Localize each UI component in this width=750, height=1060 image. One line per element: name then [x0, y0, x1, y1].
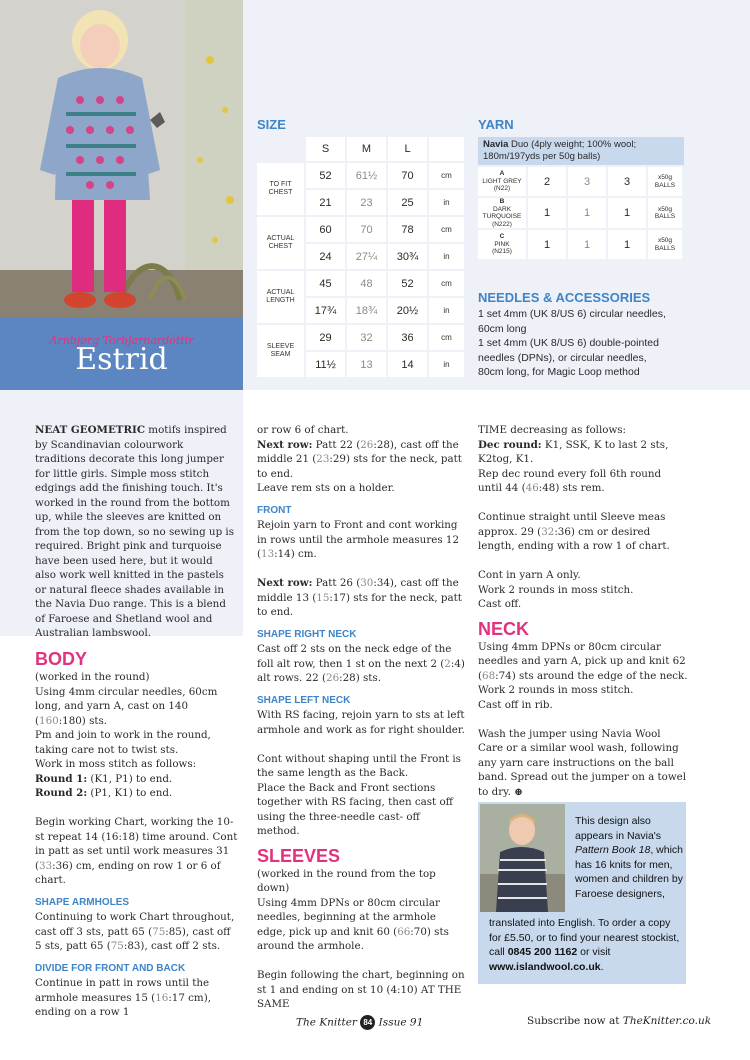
size-table — [255, 135, 466, 379]
promo-text-continued: translated into English. To order a copy for £5.50, or to find your nearest stockist, call 0845 200 1162 or visit www.islandwool.co.uk. — [489, 917, 680, 973]
size-value: 52 — [306, 163, 345, 188]
shape-armholes-heading: SHAPE ARMHOLES — [35, 896, 130, 908]
neck-p3: Cast off in rib. — [478, 698, 553, 711]
col3-p5: Work 2 rounds in moss stitch. — [478, 583, 634, 596]
footer-magazine — [296, 1015, 423, 1030]
main-photo — [0, 0, 243, 318]
yarn-qty: 3 — [608, 167, 646, 196]
size-value: 29 — [306, 325, 345, 350]
neck-p1: Using 4mm DPNs or 80cm circular needles and yarn A, pick up and knit 62 (68:74) sts around the edge of the neck. — [478, 640, 688, 682]
yarn-qty: 1 — [608, 230, 646, 259]
size-unit: in — [429, 244, 464, 269]
size-row — [257, 217, 464, 242]
body-round2: Round 2: (P1, K1) to end. — [35, 787, 173, 799]
girl-photo-illustration — [0, 0, 243, 318]
size-value: 60 — [306, 217, 345, 242]
footer-subscribe: Subscribe now at TheKnitter.co.uk — [527, 1015, 712, 1027]
yarn-qty: 1 — [568, 198, 606, 228]
yarn-heading: YARN — [478, 117, 514, 132]
size-value: 52 — [388, 271, 427, 296]
promo-phone: 0845 200 1162 — [507, 946, 578, 958]
col2-next-row: Next row: Patt 22 (26:28), cast off the middle 21 (23:29) sts for the neck, patt to end. — [257, 438, 462, 480]
promo-book-title: Pattern Book 18 — [575, 844, 651, 856]
needles-line: 1 set 4mm (UK 8/US 6) circular needles, — [478, 308, 666, 320]
size-unit: in — [429, 352, 464, 377]
col2-cont: or row 6 of chart. — [257, 424, 349, 436]
size-value: 20½ — [388, 298, 427, 323]
shape-left-neck-p3: Place the Back and Front sections together with RS facing, then cast off using the three-needle cast- off method. — [257, 781, 453, 837]
body-section — [35, 648, 240, 1020]
yarn-unit: x50g BALLS — [648, 198, 682, 228]
body-p5: Begin working Chart, working the 10-st repeat 14 (16:18) time around. Cont in patt as set until work measures 31 (33:36) cm, ending on row 1 or 6 of chart. — [35, 816, 238, 886]
size-col-unit — [429, 137, 464, 161]
size-col-s: S — [306, 137, 345, 161]
needles-heading: NEEDLES & ACCESSORIES — [478, 290, 651, 305]
front-text: Rejoin yarn to Front and cont working in rows until the armhole measures 12 (13:14) cm. — [257, 519, 459, 560]
size-row-label: ACTUAL CHEST — [257, 217, 304, 269]
shape-right-neck-text: Cast off 2 sts on the neck edge of the foll alt row, then 1 st on the next 2 (2:4) alt rows. 22 (26:28) sts. — [257, 643, 465, 684]
col3-p3: Continue straight until Sleeve meas approx. 29 (32:36) cm or desired length, ending with a row 1 of chart. — [478, 511, 670, 552]
sleeves-p1: (worked in the round from the top down) — [257, 867, 436, 894]
body-heading: BODY — [35, 649, 88, 669]
needles-line: 80cm long, for Magic Loop method — [478, 366, 640, 378]
size-header-row — [257, 137, 464, 161]
size-row — [257, 325, 464, 350]
yarn-qty: 1 — [528, 230, 566, 259]
yarn-table — [476, 165, 684, 261]
shape-right-neck-heading: SHAPE RIGHT NECK — [257, 628, 357, 640]
size-value: 13 — [347, 352, 386, 377]
designer-name: Arnbjørg Torbjarnardóttir — [49, 334, 194, 347]
yarn-description-text: Duo (4ply weight; 100% wool; 180m/197yds per 50g balls) — [483, 139, 637, 162]
size-col-l: L — [388, 137, 427, 161]
yarn-unit: x50g BALLS — [648, 167, 682, 196]
size-corner — [257, 137, 304, 161]
size-row-label: TO FIT CHEST — [257, 163, 304, 215]
size-value: 70 — [347, 217, 386, 242]
divide-heading: DIVIDE FOR FRONT AND BACK — [35, 962, 186, 974]
shape-left-neck-heading: SHAPE LEFT NECK — [257, 694, 351, 706]
sleeves-p2: Using 4mm DPNs or 80cm circular needles, beginning at the armhole edge, pick up and knit 60 (66:70) sts around the armhole. — [257, 896, 449, 952]
needles-line: 1 set 4mm (UK 8/US 6) double-pointed — [478, 337, 659, 349]
col2-leave: Leave rem sts on a holder. — [257, 482, 395, 494]
size-heading: SIZE — [257, 117, 286, 132]
size-value: 48 — [347, 271, 386, 296]
size-value: 11½ — [306, 352, 345, 377]
col3-p6: Cast off. — [478, 598, 522, 610]
front-next-row: Next row: Patt 26 (30:34), cast off the middle 13 (15:17) sts for the neck, patt to end. — [257, 577, 462, 618]
column-3 — [478, 423, 688, 799]
size-table-wrap — [255, 135, 466, 379]
boy-photo-illustration — [480, 804, 565, 912]
promo-photo — [480, 804, 565, 912]
shape-armholes-text: Continuing to work Chart throughout, cast off 3 sts, patt 65 (75:85), cast off 5 sts, patt 65 (75:83), cast off 2 sts. — [35, 911, 235, 952]
yarn-table-wrap — [476, 165, 684, 261]
yarn-shade-label: B DARK TURQUOISE (N222) — [478, 198, 526, 228]
page-number-badge: 84 — [360, 1015, 375, 1030]
shape-left-neck-p1: With RS facing, rejoin yarn to sts at left armhole and work as for right shoulder. — [257, 709, 465, 736]
promo-website-link[interactable]: www.islandwool.co.uk — [489, 960, 601, 973]
size-row — [257, 271, 464, 296]
size-value: 70 — [388, 163, 427, 188]
footer-mag-name: The Knitter — [296, 1016, 357, 1029]
size-value: 45 — [306, 271, 345, 296]
yarn-qty: 1 — [568, 230, 606, 259]
design-title: Estrid — [75, 342, 168, 377]
sleeves-heading: SLEEVES — [257, 845, 341, 866]
yarn-description — [478, 137, 684, 165]
yarn-row — [478, 230, 682, 259]
size-unit: in — [429, 190, 464, 215]
size-unit: cm — [429, 163, 464, 188]
yarn-qty: 1 — [608, 198, 646, 228]
size-unit: cm — [429, 217, 464, 242]
intro-body: motifs inspired by Scandinavian colourwork traditions decorate this long jumper for little girls. Simple moss stitch edgings add the finishing touch. It's worked in the round from the bottom up, while the sleeves are knitted on from the top down, so no sewing up is required. Bright pink and turquoise have been used here, but it would also work well knitted in the pastels or natural fleece shades available in the Navia Duo range. This is a blend of Faroese and Shetland wool and Australian lambswool. — [35, 424, 235, 639]
front-heading: FRONT — [257, 504, 292, 516]
yarn-qty: 1 — [528, 198, 566, 228]
col3-p4: Cont in yarn A only. — [478, 569, 581, 581]
size-value: 36 — [388, 325, 427, 350]
col3-p2: Rep dec round every foll 6th round until 44 (46:48) sts rem. — [478, 467, 662, 494]
yarn-qty: 2 — [528, 167, 566, 196]
size-value: 24 — [306, 244, 345, 269]
size-value: 18¾ — [347, 298, 386, 323]
intro-lead: NEAT GEOMETRIC — [35, 424, 146, 436]
intro-text — [35, 423, 235, 641]
size-value: 27¼ — [347, 244, 386, 269]
neck-p4: Wash the jumper using Navia Wool Care or a similar wool wash, following any yarn care instructions on the ball band. Spread out the jumper on a towel to dry. ⊕ — [478, 727, 687, 798]
promo-text: This design also appears in Navia's Pattern Book 18, which has 16 knits for men, women and children by Faroese designers, — [575, 815, 683, 900]
size-unit: cm — [429, 325, 464, 350]
size-value: 32 — [347, 325, 386, 350]
body-p2: Using 4mm circular needles, 60cm long, and yarn A, cast on 140 (160:180) sts. — [35, 685, 218, 727]
size-row-label: ACTUAL LENGTH — [257, 271, 304, 323]
yarn-brand: Navia — [483, 139, 509, 150]
col3-p1: TIME decreasing as follows: — [478, 424, 627, 436]
needles-line: 60cm long — [478, 322, 527, 335]
neck-p2: Work 2 rounds in moss stitch. — [478, 684, 634, 696]
yarn-shade-label: A LIGHT GREY (N22) — [478, 167, 526, 196]
body-p1: (worked in the round) — [35, 671, 150, 683]
yarn-row — [478, 198, 682, 228]
size-value: 25 — [388, 190, 427, 215]
size-row — [257, 163, 464, 188]
divide-text: Continue in patt in rows until the armhole measures 15 (16:17 cm), ending on a row 1 — [35, 977, 211, 1018]
end-mark-icon: ⊕ — [514, 785, 523, 798]
footer-site-link[interactable]: TheKnitter.co.uk — [622, 1015, 712, 1027]
size-value: 21 — [306, 190, 345, 215]
shape-left-neck-p2: Cont without shaping until the Front is the same length as the Back. — [257, 752, 461, 779]
size-unit: cm — [429, 271, 464, 296]
size-value: 61½ — [347, 163, 386, 188]
yarn-row — [478, 167, 682, 196]
size-unit: in — [429, 298, 464, 323]
size-value: 30¾ — [388, 244, 427, 269]
yarn-shade-label: C PINK (N215) — [478, 230, 526, 259]
needles-line: needles (DPNs), or circular needles, — [478, 351, 647, 364]
size-value: 78 — [388, 217, 427, 242]
yarn-qty: 3 — [568, 167, 606, 196]
body-p4: Work in moss stitch as follows: — [35, 758, 197, 770]
size-col-m: M — [347, 137, 386, 161]
col3-dec-round: Dec round: K1, SSK, K to last 2 sts, K2tog, K1. — [478, 438, 669, 465]
yarn-unit: x50g BALLS — [648, 230, 682, 259]
size-value: 23 — [347, 190, 386, 215]
footer-issue: Issue 91 — [378, 1016, 424, 1029]
size-value: 14 — [388, 352, 427, 377]
body-round1: Round 1: (K1, P1) to end. — [35, 772, 173, 785]
sleeves-p3: Begin following the chart, beginning on st 1 and ending on st 10 (4:10) AT THE SAME — [257, 969, 465, 1010]
size-row-label: SLEEVE SEAM — [257, 325, 304, 377]
body-p3: Pm and join to work in the round, taking care not to twist sts. — [35, 729, 211, 756]
needles-list — [478, 307, 688, 380]
column-2 — [257, 423, 465, 1012]
neck-heading: NECK — [478, 618, 530, 639]
size-value: 17¾ — [306, 298, 345, 323]
